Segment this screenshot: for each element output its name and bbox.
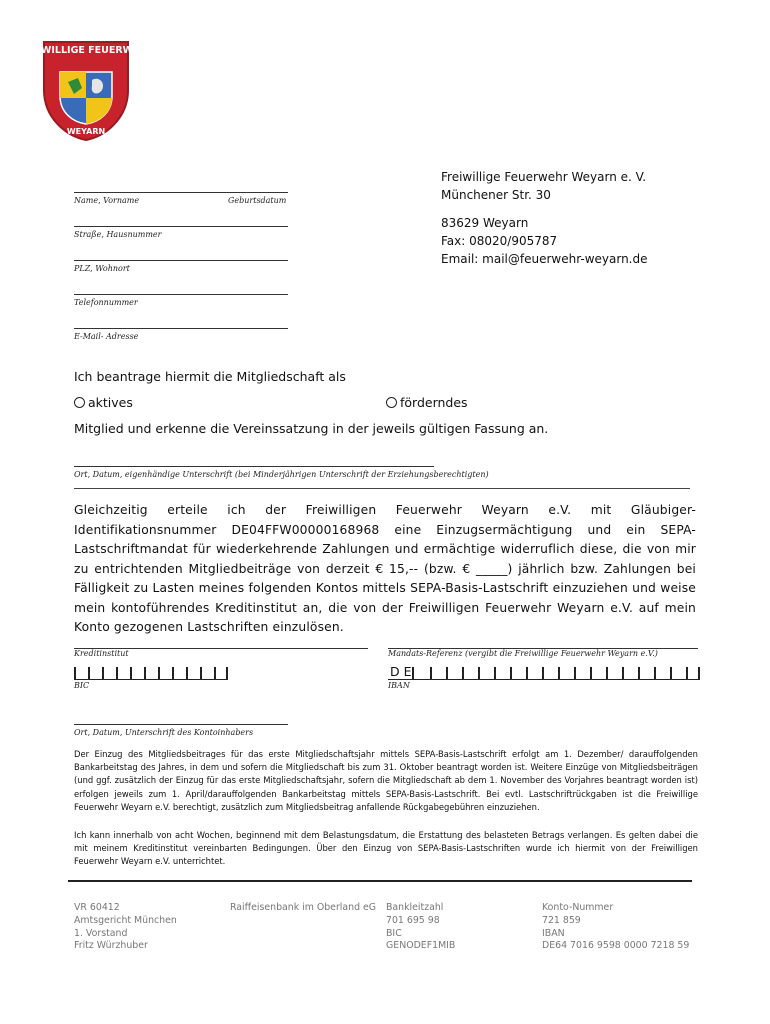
footer-text: DE64 7016 9598 0000 7218 59 xyxy=(542,940,690,952)
separator-line xyxy=(74,488,690,489)
application-intro: Ich beantrage hiermit die Mitgliedschaft als xyxy=(74,369,346,384)
signature-field[interactable] xyxy=(74,466,434,467)
email-field[interactable] xyxy=(74,328,288,329)
name-label: Name, Vorname xyxy=(74,196,140,205)
phone-label: Telefonnummer xyxy=(74,298,138,307)
email-label: E-Mail- Adresse xyxy=(74,332,139,341)
footer-text: BIC xyxy=(386,927,402,939)
logo-bottom-text: WEYARN xyxy=(66,127,106,136)
fire-brigade-logo xyxy=(17,38,155,142)
radio-icon[interactable] xyxy=(386,397,397,408)
address-line-4: Fax: 08020/905787 xyxy=(441,234,558,248)
iban-field[interactable] xyxy=(388,665,700,680)
account-signature-label: Ort, Datum, Unterschrift des Kontoinhabers xyxy=(74,728,254,737)
birthdate-label: Geburtsdatum xyxy=(228,196,287,205)
bank-label: Kreditinstitut xyxy=(74,649,129,658)
name-field[interactable] xyxy=(74,192,288,193)
footer-text: Bankleitzahl xyxy=(386,902,444,913)
address-line-2: Münchener Str. 30 xyxy=(441,188,551,202)
mandate-label: Mandats-Referenz (vergibt die Freiwillige Feuerwehr Weyarn e.V.) xyxy=(388,649,658,658)
address-line-3: 83629 Weyarn xyxy=(441,216,529,230)
logo-top-text: FREIWILLIGE FEUERWEHR xyxy=(17,45,155,56)
bic-field[interactable] xyxy=(74,665,228,680)
account-signature-field[interactable] xyxy=(74,724,288,725)
city-label: PLZ, Wohnort xyxy=(74,264,130,273)
radio-icon[interactable] xyxy=(74,397,85,408)
phone-field[interactable] xyxy=(74,294,288,295)
footer-text: Raiffeisenbank im Oberland eG xyxy=(230,902,377,913)
shield-icon xyxy=(17,38,155,142)
address-line-1: Freiwillige Feuerwehr Weyarn e. V. xyxy=(441,170,647,184)
footer-text: Fritz Würzhuber xyxy=(74,940,148,952)
footer-col-blz xyxy=(386,902,455,953)
sepa-mandate-text: Gleichzeitig erteile ich der Freiwilligen Feuerwehr Weyarn e.V. mit Gläubiger-Identifikationsnummer DE04FFW00000168968 eine Einzugsermächtigung und ein SEPA-Lastschriftmandat für wiederkehrende Zahlungen und ermächtige widerruflich diese, die von mir zu entrichtenden Mitgliedbeiträge von derzeit € 15,-- (bzw. € _____) jährlich bzw. Zahlungen bei Fälligkeit zu Lasten meines folgenden Kontos mittels SEPA-Basis-Lastschrift einzuziehen und weise mein kontoführendes Kreditinstitut an, die von der Freiwilligen Feuerwehr Weyarn e.V. auf mein Konto gezogenen Lastschriften einzulösen. xyxy=(74,503,696,634)
footer-text: IBAN xyxy=(542,927,565,939)
footer-separator xyxy=(68,880,692,882)
iban-label: IBAN xyxy=(388,681,410,690)
street-field[interactable] xyxy=(74,226,288,227)
notes-paragraph-2: Ich kann innerhalb von acht Wochen, beginnend mit dem Belastungsdatum, die Erstattung des belasteten Betrags verlangen. Es gelten dabei die mit meinem Kreditinstitut vereinbarten Bedingungen. Über den Einzug von SEPA-Basis-Lastschriften wurde ich hiermit von der Freiwilligen Feuerwehr Weyarn e.V. unterrichtet. xyxy=(74,830,698,867)
notes-paragraph-1: Der Einzug des Mitgliedsbeitrages für das erste Mitgliedschaftsjahr mittels SEPA-Basis-Lastschrift erfolgt am 1. Dezember/ darauffolgenden Bankarbeitstag des Jahres, in dem und sofern die Mitgliedschaft bis zum 31. Oktober beantragt worden ist. Weitere Einzüge von Mitgliedsbeiträgen (und ggf. zusätzlich der Einzug für das erste Mitgliedschaftsjahr, sofern die Mitgliedschaft ab dem 1. November des Vorjahres beantragt worden ist) erfolgen jeweils zum 1. April/darauffolgenden Bankarbeitstag mittels SEPA-Basis-Lastschrift. Bei evtl. Lastschriftrückgaben ist die Freiwillige Feuerwehr Weyarn e.V. berechtigt, zusätzlich zum Mitgliedsbeitrag anfallende Rückgabegebühren einzuziehen. xyxy=(74,749,698,812)
option-supporting-label: förderndes xyxy=(400,395,468,410)
street-label: Straße, Hausnummer xyxy=(74,230,162,239)
option-active[interactable] xyxy=(74,395,133,410)
footer-col-registry xyxy=(74,902,177,953)
footer-col-bank xyxy=(230,902,376,915)
option-supporting[interactable] xyxy=(386,395,468,410)
option-active-label: aktives xyxy=(88,395,133,410)
footer-text: 701 695 98 xyxy=(386,914,440,926)
footer-text: Amtsgericht München xyxy=(74,914,177,926)
iban-prefix: D E xyxy=(390,664,412,679)
bic-label: BIC xyxy=(74,681,90,690)
address-line-5: Email: mail@feuerwehr-weyarn.de xyxy=(441,252,648,266)
application-statement: Mitglied und erkenne die Vereinssatzung in der jeweils gültigen Fassung an. xyxy=(74,421,549,436)
city-field[interactable] xyxy=(74,260,288,261)
footer-col-account xyxy=(542,902,689,953)
signature-label: Ort, Datum, eigenhändige Unterschrift (bei Minderjährigen Unterschrift der Erziehungsberechtigten) xyxy=(74,470,489,479)
footer-text: 1. Vorstand xyxy=(74,927,128,939)
footer-text: VR 60412 xyxy=(74,902,120,913)
footer-text: Konto-Nummer xyxy=(542,902,614,913)
address-block xyxy=(441,168,647,268)
footer-text: 721 859 xyxy=(542,914,581,926)
footer-text: GENODEF1MIB xyxy=(386,940,456,952)
